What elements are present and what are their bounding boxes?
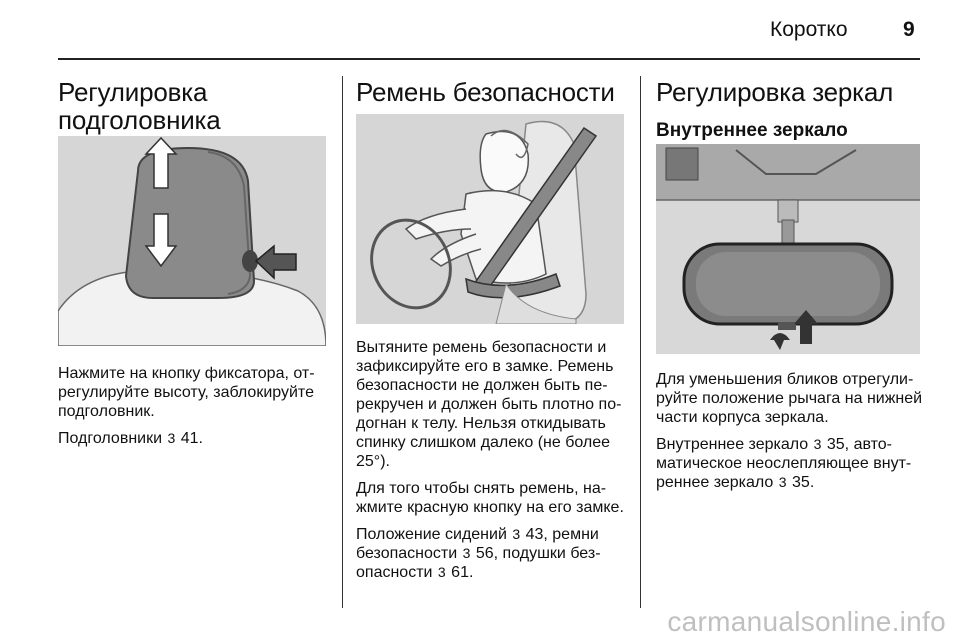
page-ref-icon: 3	[437, 564, 446, 580]
section-title: Коротко	[770, 18, 848, 41]
headrest-instruction: Нажмите на кнопку фиксатора, отрегулируйте высоту, заблокируйте подголовник.	[58, 365, 315, 420]
page-ref-icon: 3	[813, 436, 822, 452]
seatbelt-instruction: Вытяните ремень безопасности и зафиксируйте его в замке. Ремень безопасности не должен быть перекручен и должен быть плотно подогнан к телу. Нельзя откидывать спинку слишком далеко (не более 25°).	[356, 339, 622, 470]
headrest-heading-line2: подголовника	[58, 105, 221, 135]
seatbelt-release: Для того чтобы снять ремень, нажмите красную кнопку на его замке.	[356, 480, 624, 516]
headrest-heading	[58, 78, 328, 134]
seatbelt-references	[356, 525, 628, 582]
headrest-heading-line1: Регулировка	[58, 77, 208, 107]
headrest-ref-label: Подголовники	[58, 430, 163, 447]
mirror-illustration	[656, 144, 920, 354]
seatbelt-ref-1[interactable]: 43, ремни безопасности	[356, 526, 599, 562]
interior-mirror-label: Внутреннее зеркало	[656, 436, 809, 453]
page-ref-icon: 3	[512, 526, 521, 542]
seatbelt-ref-2[interactable]: 56, подушки безопасности	[356, 545, 601, 581]
seat-position-label: Положение сидений	[356, 526, 507, 543]
seatbelt-text	[356, 338, 628, 590]
mirror-references	[656, 435, 924, 492]
mirror-instruction: Для уменьшения бликов отрегулируйте положение рычага на нижней части корпуса зеркала.	[656, 371, 923, 426]
column-mirrors	[656, 78, 924, 142]
column-divider-2	[640, 76, 641, 608]
headrest-illustration	[58, 136, 326, 346]
interior-mirror-subheading: Внутреннее зеркало	[656, 120, 848, 141]
seatbelt-ref-3[interactable]: 61.	[451, 564, 474, 581]
column-seatbelt	[356, 78, 628, 106]
headrest-ref-page[interactable]: 41.	[180, 430, 203, 447]
page-ref-icon: 3	[462, 545, 471, 561]
mirror-text	[656, 370, 924, 500]
page-number: 9	[903, 18, 915, 41]
watermark: carmanualsonline.info	[667, 606, 946, 637]
seatbelt-heading: Ремень безопасности	[356, 77, 615, 107]
mirror-ref-1[interactable]: 35, автоматическое неослепляющее внутреннее зеркало	[656, 436, 912, 491]
seatbelt-illustration	[356, 114, 624, 324]
headrest-text	[58, 364, 328, 456]
mirror-ref-2[interactable]: 35.	[792, 474, 815, 491]
column-headrest	[58, 78, 328, 134]
headrest-reference	[58, 429, 328, 448]
column-divider-1	[342, 76, 343, 608]
header-divider	[58, 58, 920, 60]
mirrors-heading: Регулировка зеркал	[656, 77, 894, 107]
page-ref-icon: 3	[778, 474, 787, 490]
page-ref-icon: 3	[167, 430, 176, 446]
